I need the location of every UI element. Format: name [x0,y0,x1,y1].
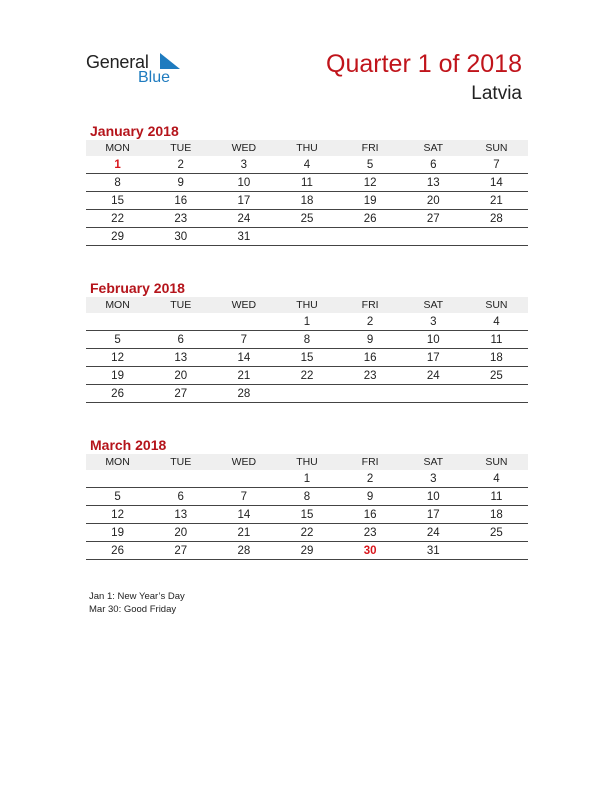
day-cell: 1 [86,156,149,174]
day-cell: 4 [465,470,528,488]
month-block-february [86,279,528,403]
day-cell: 4 [465,313,528,331]
empty-day-cell [465,385,528,403]
day-cell: 2 [339,470,402,488]
holiday-notes [89,590,185,616]
day-cell: 12 [339,174,402,192]
day-cell: 31 [212,228,275,246]
week-row [86,470,528,488]
day-cell: 16 [339,349,402,367]
day-cell: 1 [275,470,338,488]
day-cell: 26 [86,385,149,403]
logo-text-blue: Blue [138,69,171,86]
day-cell: 9 [149,174,212,192]
empty-day-cell [212,313,275,331]
weekday-header-wed: WED [212,297,275,313]
month-title: February 2018 [90,280,185,296]
day-cell: 18 [465,506,528,524]
day-cell: 8 [86,174,149,192]
month-calendar-table [86,297,528,403]
day-cell: 25 [275,210,338,228]
empty-day-cell [212,470,275,488]
day-cell: 25 [465,524,528,542]
empty-day-cell [402,228,465,246]
day-cell: 30 [339,542,402,560]
holiday-note: Mar 30: Good Friday [89,604,177,615]
empty-day-cell [402,385,465,403]
day-cell: 29 [86,228,149,246]
day-cell: 21 [212,367,275,385]
day-cell: 4 [275,156,338,174]
week-row [86,192,528,210]
weekday-header-row [86,140,528,156]
empty-day-cell [339,228,402,246]
week-row [86,331,528,349]
logo-text-general: General [86,52,149,72]
day-cell: 16 [149,192,212,210]
weekday-header-sun: SUN [465,454,528,470]
day-cell: 28 [212,385,275,403]
day-cell: 18 [275,192,338,210]
day-cell: 21 [212,524,275,542]
day-cell: 7 [212,488,275,506]
day-cell: 22 [275,367,338,385]
day-cell: 10 [212,174,275,192]
week-row [86,506,528,524]
day-cell: 14 [212,506,275,524]
weekday-header-sat: SAT [402,454,465,470]
weekday-header-mon: MON [86,454,149,470]
day-cell: 13 [149,506,212,524]
empty-day-cell [465,542,528,560]
day-cell: 15 [275,506,338,524]
month-title: March 2018 [90,437,167,453]
page-title: Quarter 1 of 2018 [326,50,522,78]
day-cell: 9 [339,331,402,349]
month-calendar-table [86,140,528,246]
empty-day-cell [465,228,528,246]
day-cell: 22 [86,210,149,228]
weekday-header-sat: SAT [402,297,465,313]
day-cell: 28 [465,210,528,228]
day-cell: 24 [402,524,465,542]
week-row [86,488,528,506]
day-cell: 15 [275,349,338,367]
month-block-march [86,436,528,560]
weekday-header-sat: SAT [402,140,465,156]
week-row [86,542,528,560]
day-cell: 21 [465,192,528,210]
month-calendar-table [86,454,528,560]
day-cell: 20 [402,192,465,210]
day-cell: 6 [149,331,212,349]
week-row [86,524,528,542]
day-cell: 24 [402,367,465,385]
holiday-note: Jan 1: New Year’s Day [89,591,185,602]
day-cell: 14 [465,174,528,192]
day-cell: 9 [339,488,402,506]
day-cell: 8 [275,488,338,506]
day-cell: 3 [402,470,465,488]
weekday-header-tue: TUE [149,297,212,313]
day-cell: 10 [402,331,465,349]
brand-logo [86,50,206,90]
day-cell: 11 [275,174,338,192]
weekday-header-fri: FRI [339,140,402,156]
day-cell: 24 [212,210,275,228]
weekday-header-sun: SUN [465,140,528,156]
day-cell: 12 [86,506,149,524]
week-row [86,313,528,331]
week-row [86,385,528,403]
day-cell: 5 [86,488,149,506]
empty-day-cell [339,385,402,403]
day-cell: 20 [149,367,212,385]
weekday-header-wed: WED [212,140,275,156]
day-cell: 5 [339,156,402,174]
day-cell: 27 [402,210,465,228]
day-cell: 2 [339,313,402,331]
week-row [86,210,528,228]
day-cell: 22 [275,524,338,542]
day-cell: 11 [465,331,528,349]
weekday-header-mon: MON [86,140,149,156]
weekday-header-thu: THU [275,297,338,313]
empty-day-cell [86,313,149,331]
day-cell: 29 [275,542,338,560]
day-cell: 25 [465,367,528,385]
day-cell: 6 [149,488,212,506]
empty-day-cell [149,470,212,488]
day-cell: 17 [402,349,465,367]
day-cell: 17 [212,192,275,210]
weekday-header-fri: FRI [339,297,402,313]
day-cell: 7 [212,331,275,349]
day-cell: 27 [149,385,212,403]
day-cell: 15 [86,192,149,210]
day-cell: 20 [149,524,212,542]
day-cell: 18 [465,349,528,367]
day-cell: 19 [86,524,149,542]
day-cell: 28 [212,542,275,560]
day-cell: 6 [402,156,465,174]
day-cell: 10 [402,488,465,506]
empty-day-cell [275,385,338,403]
day-cell: 3 [212,156,275,174]
day-cell: 7 [465,156,528,174]
empty-day-cell [149,313,212,331]
day-cell: 13 [149,349,212,367]
weekday-header-row [86,297,528,313]
empty-day-cell [275,228,338,246]
day-cell: 11 [465,488,528,506]
day-cell: 23 [339,524,402,542]
day-cell: 27 [149,542,212,560]
day-cell: 19 [86,367,149,385]
day-cell: 5 [86,331,149,349]
day-cell: 30 [149,228,212,246]
day-cell: 17 [402,506,465,524]
weekday-header-sun: SUN [465,297,528,313]
weekday-header-wed: WED [212,454,275,470]
week-row [86,228,528,246]
day-cell: 26 [339,210,402,228]
week-row [86,156,528,174]
week-row [86,174,528,192]
week-row [86,367,528,385]
weekday-header-thu: THU [275,140,338,156]
weekday-header-tue: TUE [149,454,212,470]
week-row [86,349,528,367]
day-cell: 23 [149,210,212,228]
country-name: Latvia [471,83,522,104]
weekday-header-tue: TUE [149,140,212,156]
day-cell: 2 [149,156,212,174]
day-cell: 1 [275,313,338,331]
weekday-header-mon: MON [86,297,149,313]
weekday-header-fri: FRI [339,454,402,470]
day-cell: 13 [402,174,465,192]
day-cell: 26 [86,542,149,560]
weekday-header-thu: THU [275,454,338,470]
day-cell: 3 [402,313,465,331]
day-cell: 23 [339,367,402,385]
weekday-header-row [86,454,528,470]
day-cell: 16 [339,506,402,524]
month-block-january [86,122,528,246]
day-cell: 12 [86,349,149,367]
day-cell: 14 [212,349,275,367]
day-cell: 19 [339,192,402,210]
day-cell: 8 [275,331,338,349]
month-title: January 2018 [90,123,179,139]
day-cell: 31 [402,542,465,560]
empty-day-cell [86,470,149,488]
